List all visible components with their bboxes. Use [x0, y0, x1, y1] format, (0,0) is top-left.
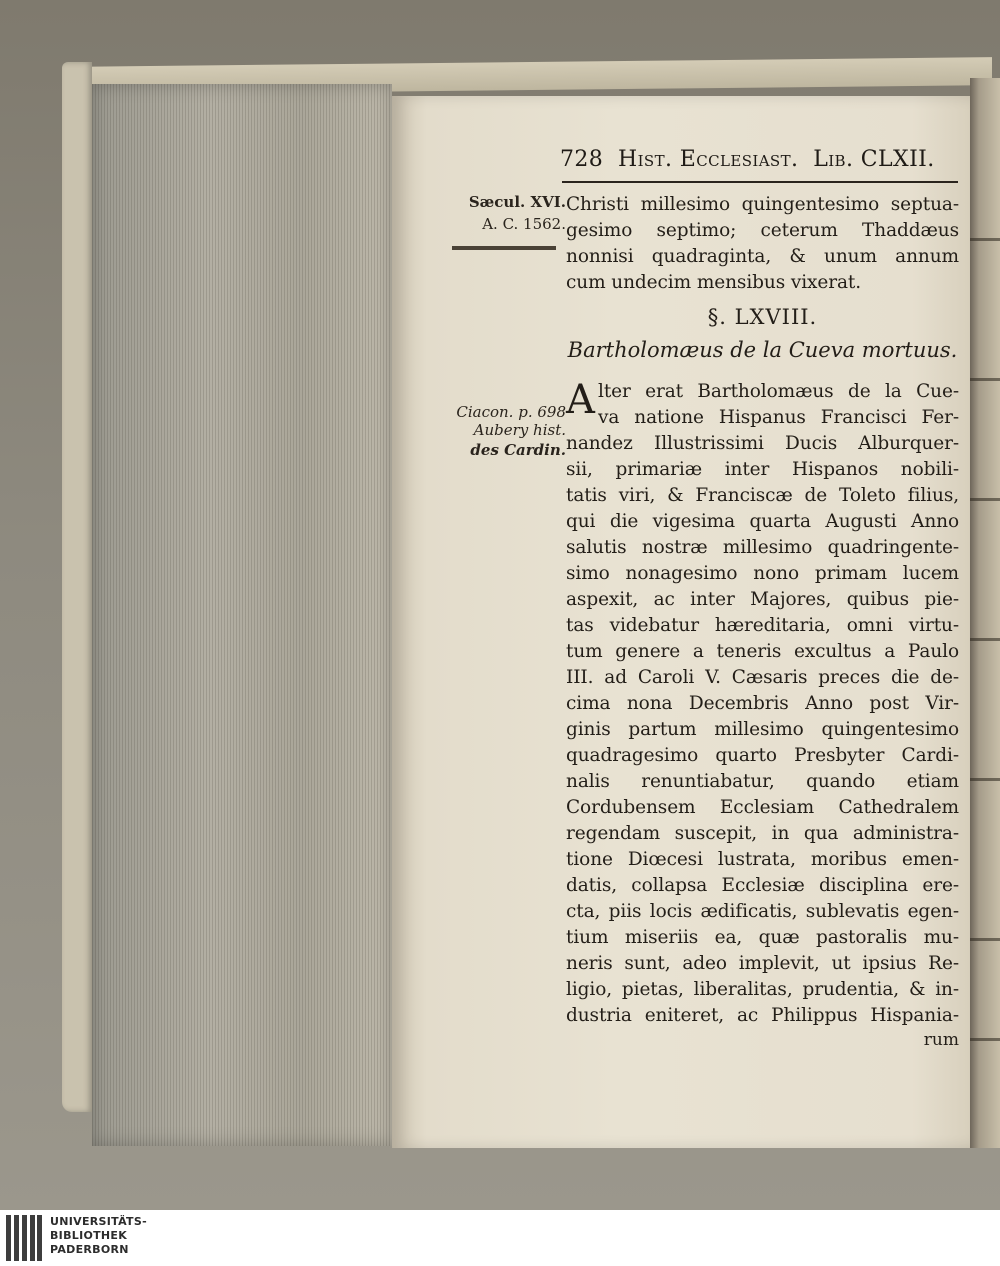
text-line: sii, primariæ inter Hispanos nobili- [566, 459, 959, 480]
text-line: nonnisi quadraginta, & unum annum [566, 246, 959, 267]
catchword: rum [923, 1030, 959, 1050]
text-line: tium miseriis ea, quæ pastoralis mu- [566, 927, 959, 948]
library-logo-icon [6, 1215, 42, 1261]
library-name-line: PADERBORN [50, 1243, 129, 1256]
text-line: nandez Illustrissimi Ducis Alburquer- [566, 433, 959, 454]
text-line: salutis nostræ millesimo quadringente- [566, 537, 959, 558]
book-cover-spine [62, 62, 92, 1112]
section-number: §. LXVIII. [707, 305, 818, 329]
text-line: tum genere a teneris excultus a Paulo [566, 641, 959, 662]
margin-reference: Aubery hist. [473, 421, 566, 439]
text-line: cta, piis locis ædificatis, sublevatis egen- [566, 901, 959, 922]
library-footer [0, 1210, 1000, 1266]
library-name-line: BIBLIOTHEK [50, 1229, 128, 1242]
text-line: dustria eniteret, ac Philippus Hispania- [566, 1005, 959, 1026]
text-line: quadragesimo quarto Presbyter Cardi- [566, 745, 959, 766]
text-line: tatis viri, & Franciscæ de Toleto filius, [566, 485, 959, 506]
drop-capital: A [566, 377, 595, 423]
text-line: ginis partum millesimo quingentesimo [566, 719, 959, 740]
text-line: regendam suscepit, in qua administra- [566, 823, 959, 844]
margin-reference: Ciacon. p. 698 [456, 403, 566, 421]
section-heading: Bartholomæus de la Cueva mortuus. [567, 338, 958, 362]
text-line: nalis renuntiabatur, quando etiam [566, 771, 959, 792]
text-line: lter erat Bartholomæus de la Cue- [598, 381, 959, 402]
header-rule [562, 181, 958, 183]
margin-year: A. C. 1562. [482, 215, 566, 233]
running-head [560, 147, 962, 179]
text-line: tione Diœcesi lustrata, moribus emen- [566, 849, 959, 870]
text-line: cum undecim mensibus vixerat. [566, 272, 862, 293]
text-line: ligio, pietas, liberalitas, prudentia, & in- [566, 979, 959, 1000]
text-line: aspexit, ac inter Majores, quibus pie- [566, 589, 959, 610]
running-title: Hist. Ecclesiast. [618, 147, 799, 172]
book-number: Lib. CLXII. [813, 147, 935, 172]
margin-reference: des Cardin. [470, 441, 566, 459]
facing-page-edge [970, 78, 1000, 1148]
page-number: 728 [560, 147, 604, 172]
text-line: simo nonagesimo nono primam lucem [566, 563, 959, 584]
text-line: qui die vigesima quarta Augusti Anno [566, 511, 959, 532]
text-line: III. ad Caroli V. Cæsaris preces die de- [566, 667, 959, 688]
text-line: Cordubensem Ecclesiam Cathedralem [566, 797, 959, 818]
text-line: tas videbatur hæreditaria, omni virtu- [566, 615, 959, 636]
text-line: Christi millesimo quingentesimo septua- [566, 194, 959, 215]
library-name-line: UNIVERSITÄTS- [50, 1215, 147, 1228]
text-line: cima nona Decembris Anno post Vir- [566, 693, 959, 714]
margin-ornament [452, 246, 556, 250]
text-line: neris sunt, adeo implevit, ut ipsius Re- [566, 953, 959, 974]
text-line: datis, collapsa Ecclesiæ disciplina ere- [566, 875, 959, 896]
text-line: gesimo septimo; ceterum Thaddæus [566, 220, 959, 241]
page-edges [92, 84, 392, 1146]
text-line: va natione Hispanus Francisci Fer- [598, 407, 959, 428]
margin-era: Sæcul. XVI. [468, 193, 566, 211]
